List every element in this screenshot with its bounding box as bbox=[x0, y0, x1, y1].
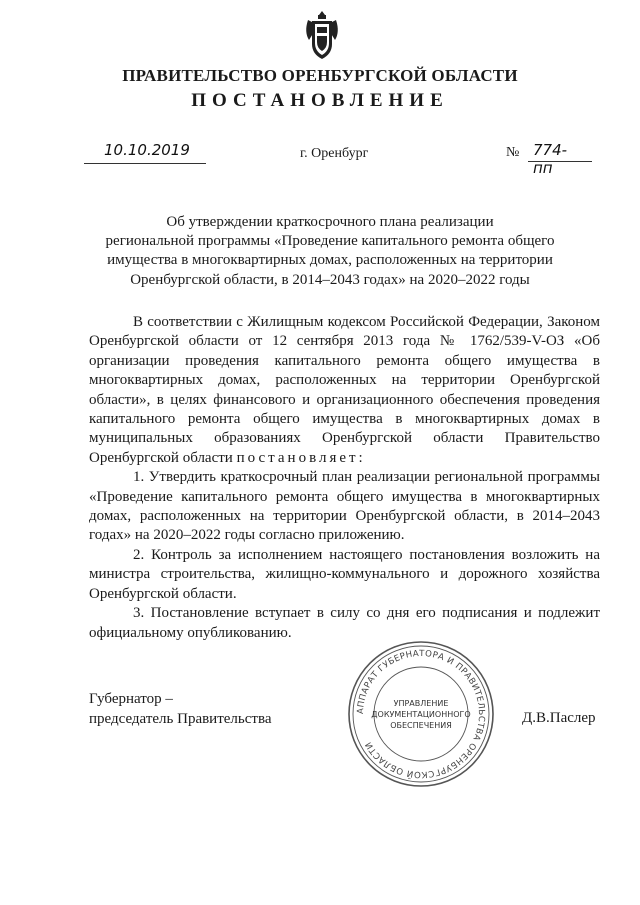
subject-line: региональной программы «Проведение капитального ремонта общего bbox=[105, 233, 555, 250]
stamp-center-line: УПРАВЛЕНИЕ bbox=[393, 699, 449, 708]
coat-of-arms-emblem bbox=[302, 10, 342, 62]
official-stamp bbox=[345, 638, 497, 790]
document-body bbox=[89, 313, 600, 643]
preamble-text: В соответствии с Жилищным кодексом Российской Федерации, Законом Оренбургской области от 12 сентября 2013 года № 1762/539-V-ОЗ «Об организации проведения капитального ремонта общего имущества в многоквартирных домах, расположенных на территории Оренбургской области», в целях финансового и организационного обеспечения проведения капитального ремонта общего имущества в многоквартирных домах в муниципальных образованиях Оренбургской области Правительство Оренбургской области bbox=[89, 314, 600, 466]
item-3: 3. Постановление вступает в силу со дня его подписания и подлежит официальному опубликованию. bbox=[89, 605, 600, 641]
document-date: 10.10.2019 bbox=[104, 141, 190, 159]
document-number-field bbox=[506, 141, 586, 177]
document-number: 774-пп bbox=[533, 141, 568, 177]
item-1: 1. Утвердить краткосрочный план реализации региональной программы «Проведение капитального ремонта общего имущества в многоквартирных домах, расположенных на территории Оренбургской области, в 2014–2043 годах» на 2020–2022 годы согласно приложению. bbox=[89, 469, 600, 544]
stamp-ring-text: АППАРАТ ГУБЕРНАТОРА И ПРАВИТЕЛЬСТВА ОРЕНБУРГСКОЙ ОБЛАСТИ bbox=[355, 648, 487, 780]
document-date-field bbox=[84, 143, 206, 164]
subject-line: Оренбургской области, в 2014–2043 годах» на 2020–2022 годы bbox=[130, 271, 530, 288]
number-label: № bbox=[506, 145, 520, 160]
subject-line: имущества в многоквартирных домах, расположенных на территории bbox=[107, 252, 553, 269]
document-type: ПОСТАНОВЛЕНИЕ bbox=[191, 90, 449, 111]
signatory-title bbox=[89, 689, 272, 729]
signatory-title-line: председатель Правительства bbox=[89, 711, 272, 727]
item-2: 2. Контроль за исполнением настоящего постановления возложить на министра строительства, жилищно-коммунального и дорожного хозяйства Оренбургской области. bbox=[89, 546, 600, 602]
signatory-title-line: Губернатор – bbox=[89, 691, 173, 707]
resolves-word: постановляет: bbox=[236, 449, 366, 466]
signatory-name: Д.В.Паслер bbox=[522, 710, 596, 726]
subject-line: Об утверждении краткосрочного плана реализации bbox=[166, 214, 494, 230]
document-city: г. Оренбург bbox=[300, 146, 369, 161]
stamp-center-line: ДОКУМЕНТАЦИОННОГО bbox=[371, 710, 471, 719]
stamp-center-line: ОБЕСПЕЧЕНИЯ bbox=[390, 721, 452, 730]
document-subject bbox=[90, 213, 570, 290]
preamble-paragraph bbox=[89, 313, 600, 468]
government-title: ПРАВИТЕЛЬСТВО ОРЕНБУРГСКОЙ ОБЛАСТИ bbox=[122, 66, 518, 85]
